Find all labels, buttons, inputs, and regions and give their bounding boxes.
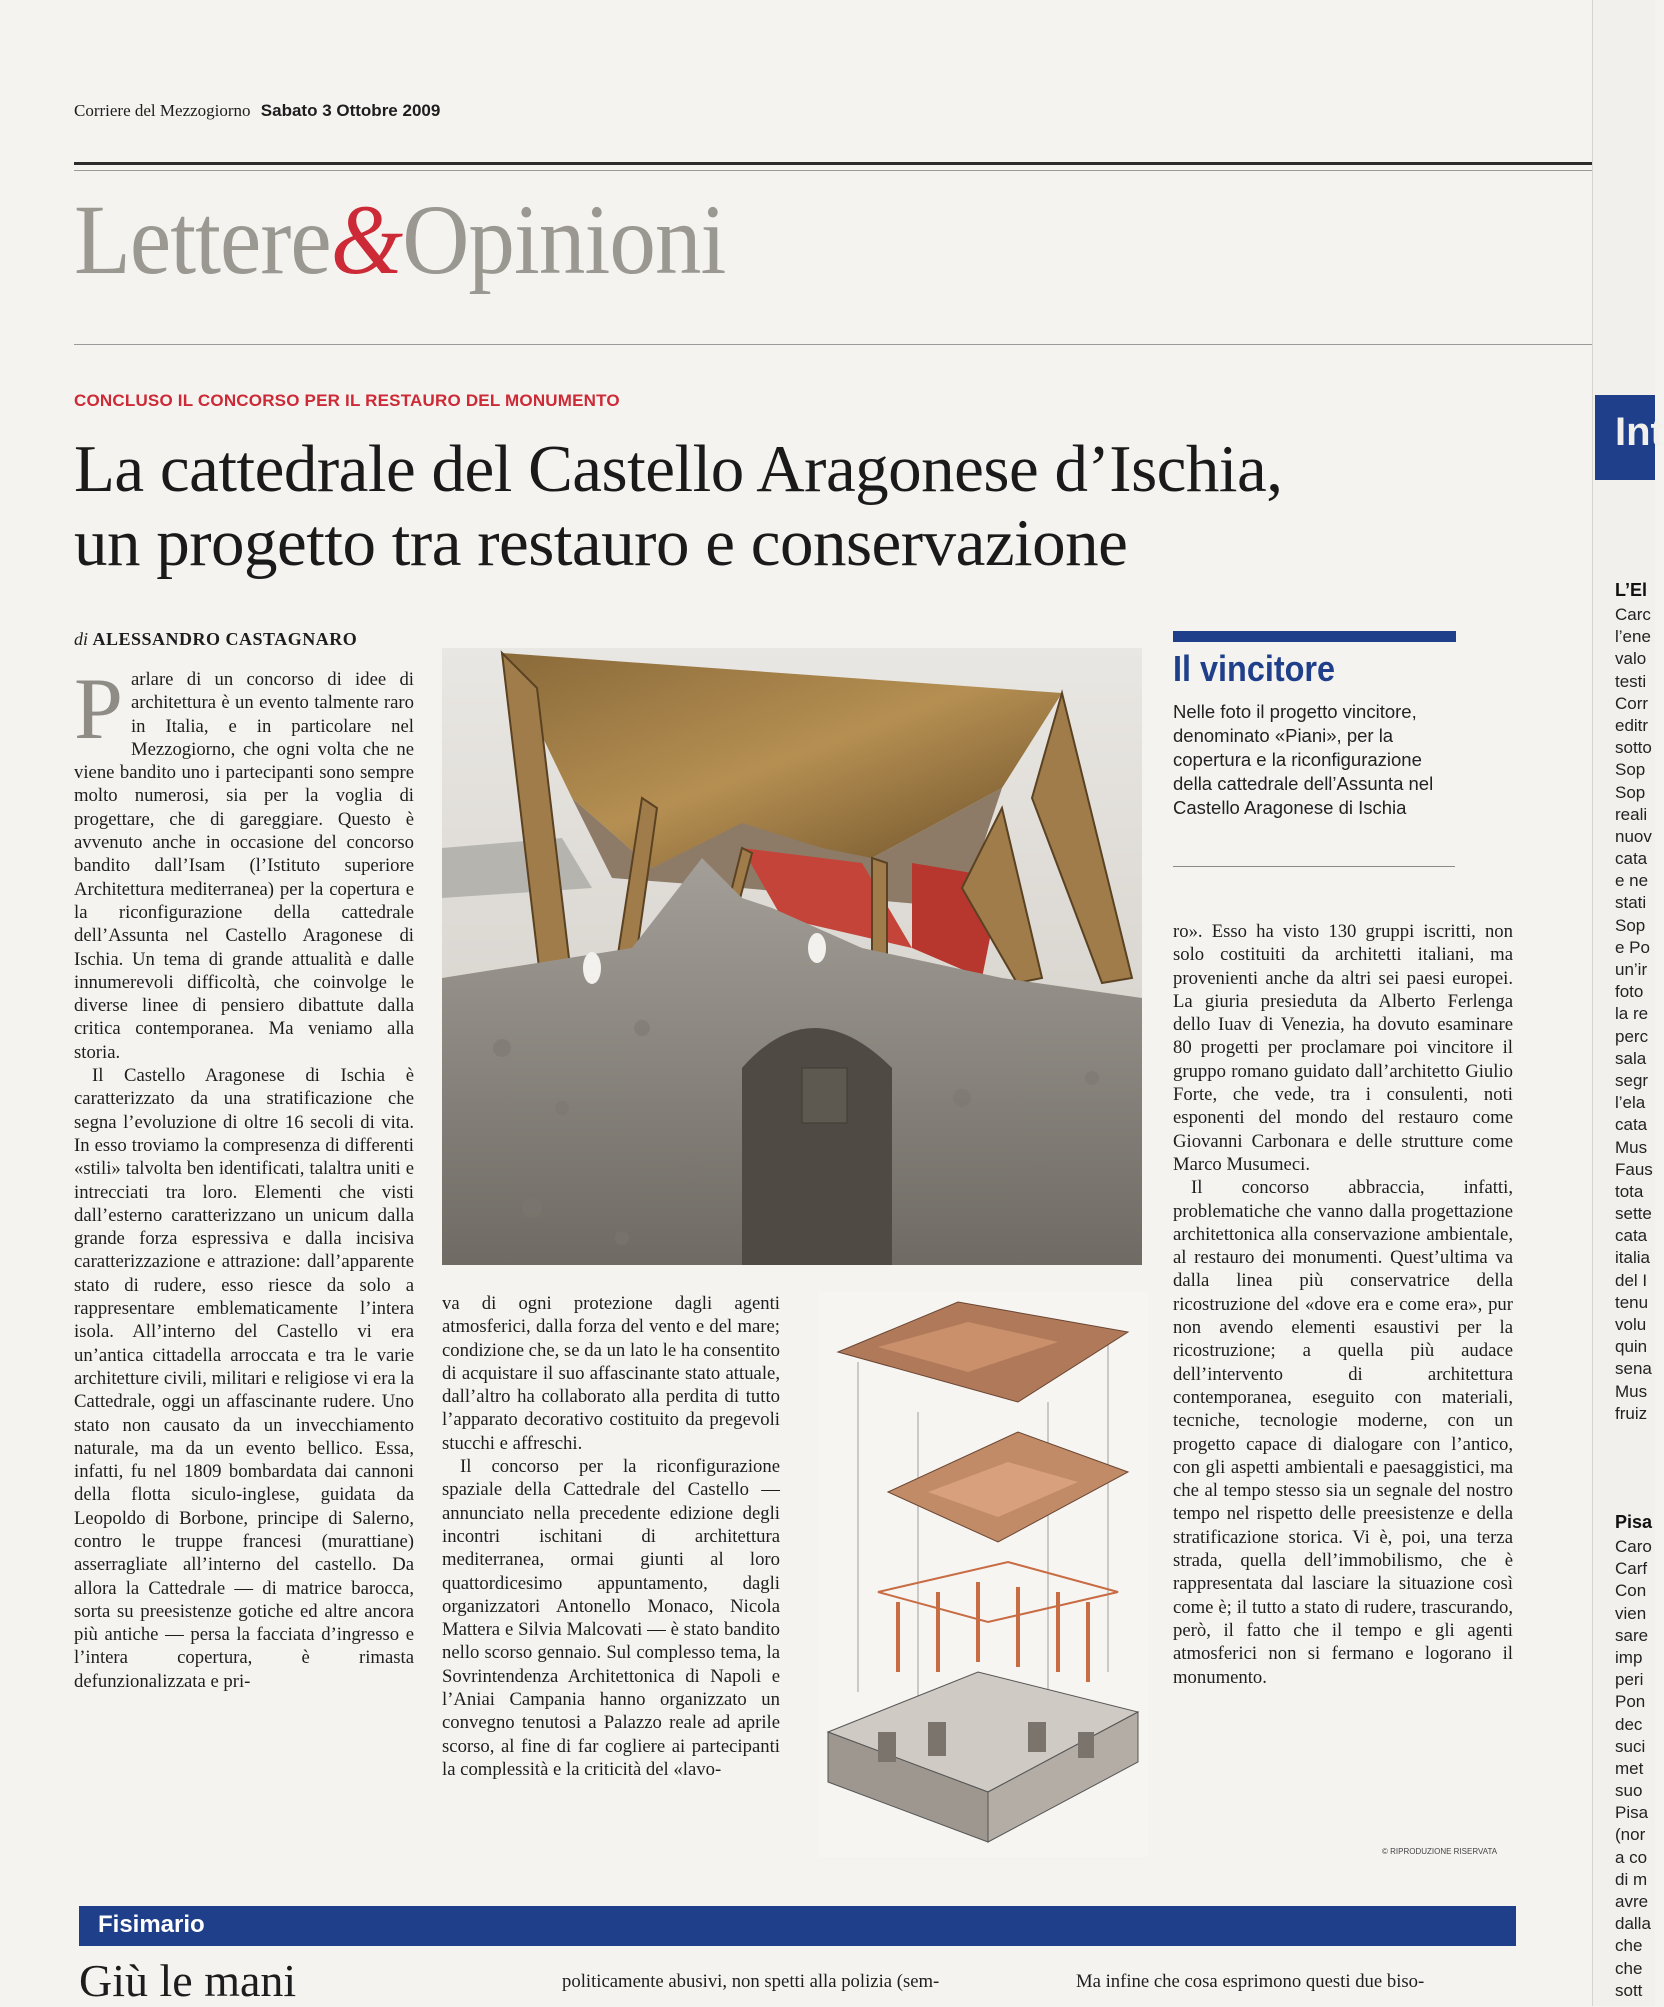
section-title-part2: Opinioni (402, 184, 726, 295)
article-kicker: CONCLUSO IL CONCORSO PER IL RESTAURO DEL MONUMENTO (74, 391, 620, 410)
adjacent-text-line: volu (1615, 1315, 1647, 1334)
adjacent-title: Int (1615, 410, 1664, 454)
paragraph-text: arlare di un concorso di idee di architettura è un evento talmente raro in Italia, e in particolare nel Mezzogiorno, che ogni volta che ne viene bandito uno i partecipanti sono sempre molto numerosi, sia per la voglia di progettare, che di gareggiare. Questo è avvenuto anche in occasione del concorso bandito dall’Isam (l’Istituto superiore Architettura mediterranea) per la copertura e la riconfigurazione della cattedrale dell’Assunta nel Castello Aragonese di Ischia. Un tema di grande attualità e dalle innumerevoli difficoltà, che coinvolge le diverse linee di pensiero dibattute dalla critica contemporanea. Ma veniamo alla storia. (74, 669, 414, 1063)
adjacent-text-line: che (1615, 1936, 1643, 1956)
bottom-column-3: Ma infine che cosa esprimono questi due biso- (1076, 1971, 1425, 1992)
adjacent-text-line: tenu (1615, 1292, 1649, 1312)
adjacent-page-column (1592, 0, 1664, 2006)
adjacent-text-line: del I (1615, 1270, 1648, 1290)
adjacent-text-line: Mus (1615, 1381, 1648, 1401)
cathedral-roof-rendering (442, 648, 1142, 1265)
adjacent-text-line: sare (1615, 1625, 1649, 1645)
adjacent-text-line: Faus (1615, 1159, 1653, 1179)
adjacent-text-line: dec (1615, 1714, 1643, 1734)
adjacent-text-line: segr (1615, 1070, 1649, 1090)
adjacent-text-line: Sop (1615, 915, 1646, 935)
bottom-column-2: politicamente abusivi, non spetti alla polizia (sem- (562, 1971, 940, 1992)
headline-line-1: La cattedrale del Castello Aragonese d’Ischia, (74, 432, 1283, 506)
adjacent-text-line: stati (1615, 893, 1647, 913)
sidebar-accent-bar (1173, 631, 1456, 642)
adjacent-text-line: sette (1615, 1204, 1652, 1224)
article-paragraph: Il concorso per la riconfigurazione spaziale della Cattedrale del Castello — annunciato nella precedente edizione degli incontri ischitani di architettura mediterranea, ormai giunti al loro quattordicesimo appuntamento, dagli organizzatori Antonello Monaco, Nicola Mattera e Silvia Malcovati — è stato bandito nello scorso gennaio. Sul complesso tema, la Sovrintendenza Architettonica di Napoli e l’Aniai Campania hanno organizzato un convegno tenutosi a Palazzo reale ad aprile scorso, al fine di far cogliere ai partecipanti la complessità e la criticità del «lavo- (442, 1456, 780, 1780)
adjacent-text-line: avre (1615, 1892, 1649, 1911)
adjacent-text-line: vien (1615, 1603, 1647, 1623)
adjacent-text-line: testi (1615, 671, 1647, 691)
adjacent-text-line: dalla (1615, 1914, 1651, 1934)
sidebar-caption: Nelle foto il progetto vincitore, denominato «Piani», per la copertura e la riconfigurazione della cattedrale dell’Assunta nel Castello Aragonese di Ischia (1173, 701, 1434, 818)
adjacent-text-line: foto (1615, 982, 1644, 1002)
adjacent-text-line: italia (1615, 1248, 1650, 1268)
adjacent-text-line: Con (1615, 1581, 1647, 1601)
section-title (74, 184, 726, 295)
adjacent-text-line: a co (1615, 1847, 1648, 1867)
adjacent-text-line: sott (1615, 1980, 1643, 2000)
article-column-1 (74, 661, 414, 1693)
article-column-2 (442, 1292, 780, 1781)
article-headline (74, 433, 1514, 580)
adjacent-text-line: Mus (1615, 1137, 1648, 1157)
bottom-headline: Giù le mani (79, 1955, 297, 2006)
adjacent-text-2 (1615, 1536, 1652, 2002)
article-column-3 (1173, 920, 1513, 1689)
adjacent-text-line: suci (1615, 1736, 1646, 1756)
newspaper-name: Corriere del Mezzogiorno (74, 101, 251, 120)
adjacent-text-line: sena (1615, 1359, 1652, 1379)
adjacent-text-line: nuov (1615, 826, 1652, 846)
byline (74, 629, 357, 650)
adjacent-text-line: Carf (1615, 1559, 1648, 1579)
adjacent-text-line: (nor (1615, 1825, 1646, 1845)
copyright-notice: © RIPRODUZIONE RISERVATA (1382, 1847, 1498, 1856)
adjacent-text-line: suo (1615, 1781, 1643, 1801)
headline-line-2: un progetto tra restauro e conservazione (74, 505, 1128, 580)
adjacent-text-line: che (1615, 1958, 1643, 1978)
fisimario-bar (79, 1906, 1516, 1946)
adjacent-text-line: valo (1615, 649, 1647, 669)
adjacent-text-line: sotto (1615, 738, 1652, 758)
adjacent-text-line: perc (1615, 1026, 1649, 1046)
adjacent-text-line: editr (1615, 715, 1649, 735)
top-rule-thin (74, 170, 1592, 171)
adjacent-text-line: Carc (1615, 605, 1651, 624)
adjacent-text-line: sala (1615, 1048, 1647, 1068)
adjacent-text-line: Sop (1615, 760, 1646, 780)
article-paragraph: Il concorso abbraccia, infatti, problematiche che vanno dalla progettazione architettonica alla conservazione ambientale, al restauro dei monumenti. Quest’ultima va dalla linea più conservatrice della ricostruzione del «dove era e come era», pur non avendo elementi esaustivi per la ricostruzione; a quella più audace dell’intervento di architettura contemporanea, eseguito con materiali, tecniche, tecnologie moderne, con un progetto capace di dialogare con l’antico, con gli aspetti ambientali e paesaggistici, ma che al tempo stesso sia un segnale del nostro tempo nel rispetto delle preesistenze e della stratificazione storica. Vi è, poi, una terza strada, quella dell’immobilismo, che è rappresentata dal lasciare la situazione così come è; il tutto a stato di rudere, trascurando, però, il fatto che il tempo e gli agenti atmosferici non si fermano e logorano il monumento. (1173, 1177, 1513, 1688)
byline-prefix: di (74, 629, 89, 649)
adjacent-text-line: reali (1615, 804, 1648, 824)
article-paragraph: va di ogni protezione dagli agenti atmosferici, dalla forza del vento e del mare; condizione che, se da un lato le ha consentito di acquistare il suo affascinante stato attuale, dall’altro ha collaborato alla perdita di tutto l’apparato decorativo costituito da pregevoli stucchi e affreschi. (442, 1293, 780, 1454)
adjacent-text-line: e ne (1615, 871, 1649, 891)
sidebar-title: Il vincitore (1173, 648, 1336, 689)
adjacent-text-line: un’ir (1615, 960, 1648, 979)
adjacent-text-line: Caro (1615, 1537, 1652, 1556)
adjacent-text-line: tota (1615, 1181, 1644, 1201)
adjacent-text-line: Corr (1615, 693, 1649, 713)
adjacent-heading-1: L’El (1615, 580, 1648, 600)
adjacent-text-line: peri (1615, 1670, 1644, 1690)
sidebar-rule (1173, 866, 1455, 867)
article-paragraph: ro». Esso ha visto 130 gruppi iscritti, non solo costituiti da architetti italiani, ma provenienti anche da altri sei paesi europei. La giuria presieduta da Alberto Ferlenga dello Iuav di Venezia, ha dovuto esaminare 80 progetti per proclamare poi vincitore il gruppo romano guidato dall’architetto Giulio Forte, che vede, tra i consulenti, noti esponenti del mondo del restauro come Giovanni Carbonara e delle strutture come Marco Musumeci. (1173, 921, 1513, 1175)
adjacent-text-line: di m (1615, 1869, 1648, 1889)
adjacent-text-line: Pisa (1615, 1803, 1649, 1823)
fisimario-label: Fisimario (98, 1911, 205, 1938)
section-title-part1: Lettere (74, 184, 331, 295)
project-rendering-photo (442, 648, 1142, 1265)
article-paragraph: Il Castello Aragonese di Ischia è caratterizzato da una stratificazione che segna l’evoluzione di oltre 16 secoli di vita. In esso troviamo la compresenza di differenti «stili» talvolta ben identificati, talaltra uniti e intrecciati tra loro. Elementi che visti dall’esterno caratterizzano un unicum dalla grande forza espressiva e dalla incisiva caratterizzazione e attrazione: dall’apparente stato di rudere, esso riesce da solo a rappresentare emblematicamente l’intera isola. All’interno del Castello vi era un’antica cittadella arroccata e tra le varie architetture civili, militari e religiose vi era la Cattedrale, oggi un affascinante rudere. Uno stato non causato da un invecchiamento naturale, ma da un evento bellico. Essa, infatti, fu nel 1809 bombardata dai cannoni della flotta siculo-inglese, guidata da Leopoldo di Borbone, principe di Salerno, contro le truppe francesi (murattiane) asserragliate all’interno del castello. Da allora la Cattedrale — di matrice barocca, sorta su preesistenze gotiche ed altre ancora più antiche — persa la facciata d’ingresso e l’intera copertura, è rimasta defunzionalizzata e pri- (74, 1065, 414, 1692)
adjacent-text-line: cata (1615, 1115, 1648, 1135)
adjacent-text-line: l’ela (1615, 1093, 1646, 1113)
adjacent-text-line: la re (1615, 1004, 1649, 1024)
adjacent-text-line: Sop (1615, 782, 1646, 802)
adjacent-text-line: Pon (1615, 1692, 1646, 1712)
issue-date: Sabato 3 Ottobre 2009 (260, 101, 441, 120)
exploded-axonometric-drawing (818, 1292, 1148, 1857)
adjacent-text-line: quin (1615, 1337, 1648, 1357)
adjacent-text-line: met (1615, 1758, 1644, 1778)
masthead (74, 101, 440, 121)
adjacent-text-line: cata (1615, 849, 1648, 869)
adjacent-heading-2: Pisa (1615, 1512, 1653, 1532)
dropcap: P (74, 661, 123, 758)
adjacent-text-line: imp (1615, 1647, 1643, 1667)
adjacent-text-line: l’ene (1615, 627, 1651, 647)
section-title-ampersand: & (330, 184, 403, 295)
adjacent-text-line: e Po (1615, 937, 1650, 957)
adjacent-text-1 (1615, 604, 1653, 1425)
adjacent-text-line: fruiz (1615, 1403, 1648, 1423)
adjacent-text-line: cata (1615, 1226, 1648, 1246)
section-rule (74, 344, 1592, 345)
top-rule (74, 162, 1592, 165)
byline-author: ALESSANDRO CASTAGNARO (92, 629, 358, 649)
article-paragraph (74, 661, 414, 1064)
axonometric-layers-illustration (818, 1292, 1148, 1857)
